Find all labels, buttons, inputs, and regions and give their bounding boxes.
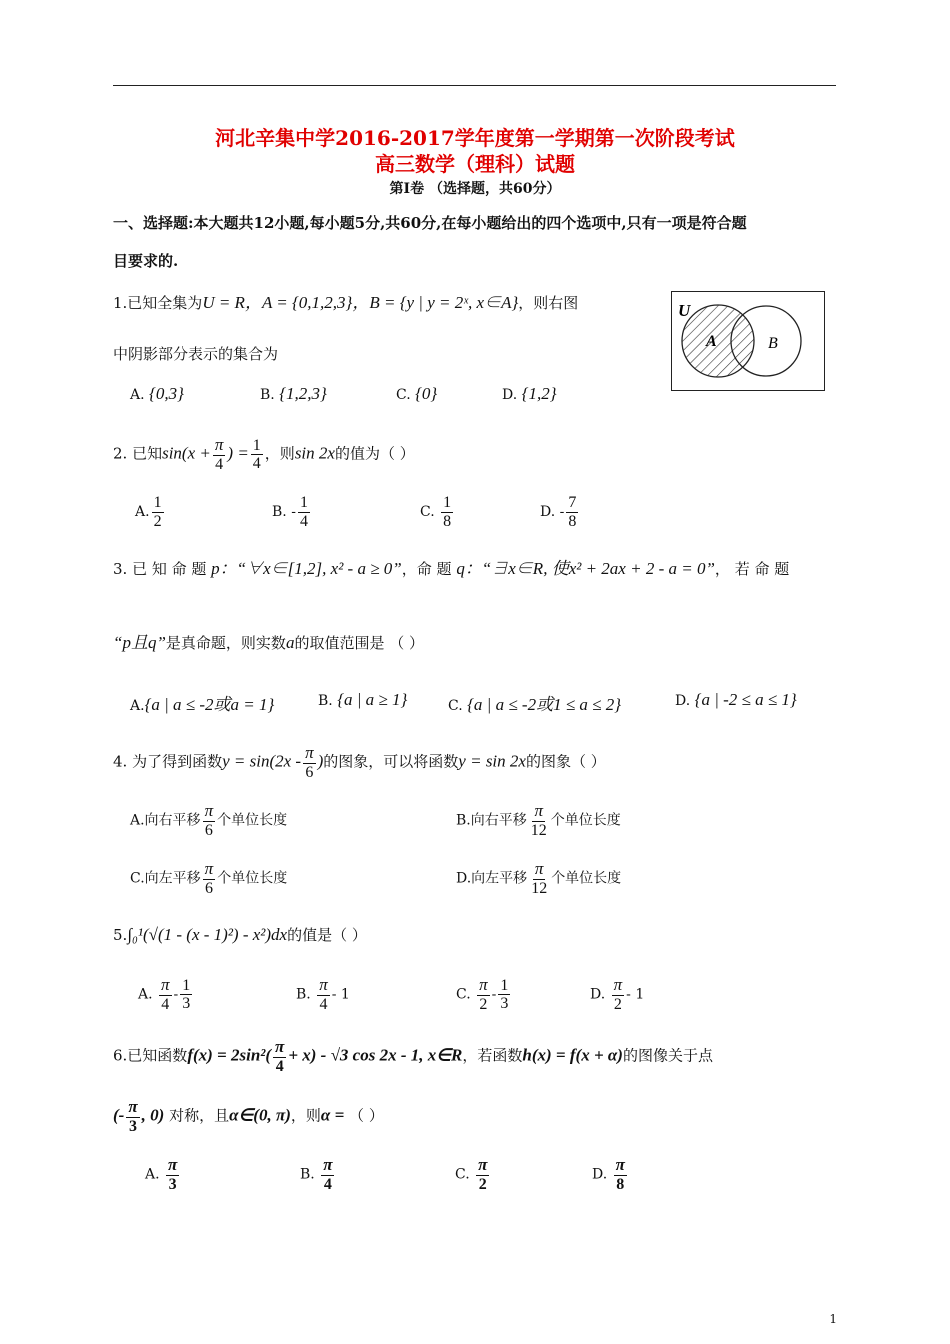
q6-stem-line2: (- $\frac{\pi}{3}$ , 0) 对称，且α∈(0, π)，则α = （ ） [113, 1097, 384, 1135]
q3-option-c[interactable]: C. {a | a ≤ -2或1 ≤ a ≤ 2} [448, 695, 622, 714]
q4-option-d[interactable]: D.向左平移 $\frac{\pi}{12}$ 个单位长度 [456, 859, 622, 897]
q2-option-a[interactable]: A. $\frac{1}{2}$ [135, 494, 162, 530]
section-instruction-line1: 一、选择题:本大题共12小题,每小题5分,共60分,在每小题给出的四个选项中,只有一项是符合题 [113, 214, 747, 232]
q6-option-d[interactable]: D. $\frac{\pi}{8}$ [592, 1155, 625, 1193]
q6-stem: 6.已知函数f(x) = 2sin²( $\frac{\pi}{4}$ + x) - √3 cos 2x - 1, x∈R，若函数h(x) = f(x + α)的图像关于点 [113, 1037, 713, 1075]
q1-option-b[interactable]: B. {1,2,3} [260, 384, 327, 403]
venn-label-a: A [706, 333, 717, 350]
section-instruction-line2: 目要求的. [113, 252, 179, 270]
q1-pre: 1.已知全集为 [113, 294, 203, 312]
q3-stem: 3. 已 知 命 题 p：“∀x∈[1,2], x² - a ≥ 0”，命 题 q：“∃x∈R, 使x² + 2ax + 2 - a = 0”， 若 命 题 [113, 559, 790, 578]
q5-option-b[interactable]: B. $\frac{\pi}{4}$ - 1 [296, 975, 350, 1013]
q1-post: ，则右图 [518, 294, 579, 312]
q3-option-d[interactable]: D. {a | -2 ≤ a ≤ 1} [675, 690, 797, 709]
q6-option-b[interactable]: B. $\frac{\pi}{4}$ [300, 1155, 333, 1193]
q2-option-b[interactable]: B. - $\frac{1}{4}$ [272, 494, 308, 530]
q3-option-a[interactable]: A.{a | a ≤ -2或a = 1} [130, 695, 275, 714]
exam-subtitle: 高三数学（理科）试题 [375, 152, 575, 176]
venn-label-u: U [678, 301, 691, 320]
top-rule [113, 85, 836, 86]
q5-option-c[interactable]: C. $\frac{\pi}{2}$ - $\frac{1}{3}$ [456, 975, 509, 1013]
q4-stem: 4. 为了得到函数y = sin(2x - $\frac{\pi}{6}$ )的图象，可以将函数y = sin 2x的图象（ ） [113, 743, 606, 781]
q2-option-c[interactable]: C. $\frac{1}{8}$ [420, 494, 452, 530]
q1-option-c[interactable]: C. {0} [396, 384, 438, 403]
q5-stem: 5.∫₀¹(√(1 - (x - 1)²) - x²)dx的值是（ ） [113, 925, 367, 944]
q1-stem [113, 288, 578, 313]
q1-option-a[interactable]: A. {0,3} [130, 384, 184, 403]
q5-option-d[interactable]: D. $\frac{\pi}{2}$ - 1 [590, 975, 645, 1013]
q4-option-c[interactable]: C.向左平移 $\frac{\pi}{6}$ 个单位长度 [130, 859, 288, 897]
q2-option-d[interactable]: D. - $\frac{7}{8}$ [540, 494, 577, 530]
part-heading: 第Ⅰ卷 （选择题，共60分） [389, 181, 561, 197]
q2-stem: 2. 已知sin(x + $\frac{\pi}{4}$ ) = $\frac{1}{4}$ ，则sin 2x的值为（ ） [113, 435, 415, 473]
q1-stem-line2: 中阴影部分表示的集合为 [113, 345, 279, 363]
q4-option-b[interactable]: B.向右平移 $\frac{\pi}{12}$ 个单位长度 [456, 801, 621, 839]
exam-title: 河北辛集中学2016-2017学年度第一学期第一次阶段考试 [215, 126, 735, 150]
venn-label-b: B [768, 335, 778, 352]
q1-math: U = R，A = {0,1,2,3}，B = {y | y = 2ˣ, x∈A} [202, 293, 519, 312]
venn-diagram [671, 291, 825, 391]
q3-stem-line2: “p且q”是真命题，则实数a的取值范围是 （ ） [113, 633, 424, 652]
q4-option-a[interactable]: A.向右平移 $\frac{\pi}{6}$ 个单位长度 [130, 801, 288, 839]
q5-option-a[interactable]: A. $\frac{\pi}{4}$ - $\frac{1}{3}$ [138, 975, 191, 1013]
page-number: 1 [829, 1312, 837, 1326]
q6-option-a[interactable]: A. $\frac{\pi}{3}$ [145, 1155, 178, 1193]
q1-option-d[interactable]: D. {1,2} [502, 384, 557, 403]
q3-option-b[interactable]: B. {a | a ≥ 1} [318, 690, 408, 709]
q6-option-c[interactable]: C. $\frac{\pi}{2}$ [455, 1155, 488, 1193]
